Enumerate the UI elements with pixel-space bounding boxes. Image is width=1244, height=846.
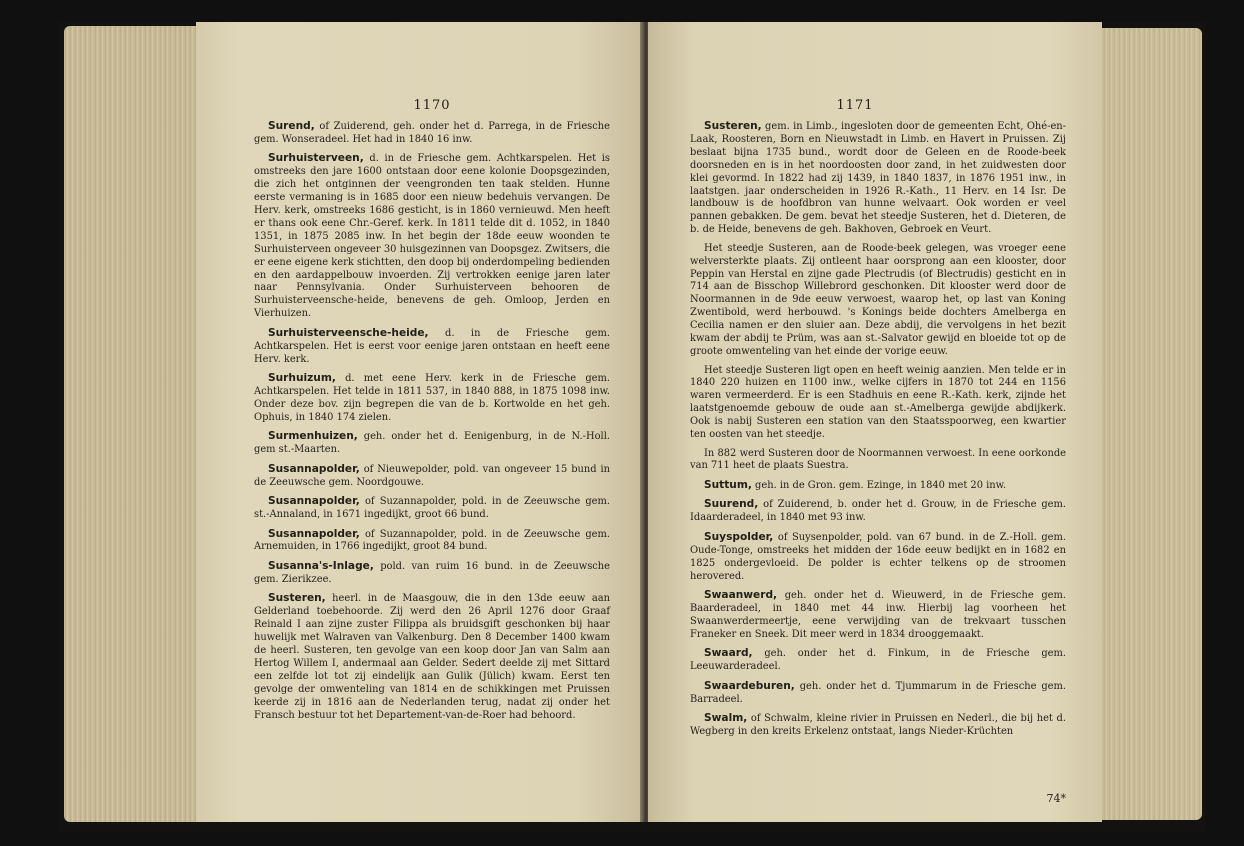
entry-headword: Swaanwerd, xyxy=(704,589,778,602)
entry-text: of Schwalm, kleine rivier in Pruissen en Nederl., die bij het d. Wegberg in den kreits Erkelenz ontstaat, langs Nieder-Krüchten xyxy=(690,713,1066,737)
entry-text: d. in de Friesche gem. Achtkarspelen. Het is eerst voor eenige jaren ontstaan en heeft eene Herv. kerk. xyxy=(254,327,610,365)
dictionary-entry xyxy=(254,120,610,147)
entry-text: Het steedje Susteren ligt open en heeft weinig aanzien. Men telde er in 1840 220 huizen en 1100 inw., welke cijfers in 1870 tot 244 en 1156 waren vermeerderd. Er is een Stadhuis en eene R.-Kath. kerk, zijnde het laatstgenoemde gebouw de oude aan st.-Amelberga gewijde abdijkerk. Ook is nabij Susteren een station van den Staatsspoorweg, een kwartier ten oosten van het steedje. xyxy=(690,364,1066,441)
entry-headword: Swaard, xyxy=(704,647,753,660)
dictionary-entry xyxy=(690,589,1066,642)
entry-headword: Susteren, xyxy=(704,120,762,132)
dictionary-entry xyxy=(690,120,1066,237)
entry-text: of Nieuwepolder, pold. van ongeveer 15 bund in de Zeeuwsche gem. Noordgouwe. xyxy=(254,463,610,488)
entry-text: geh. onder het d. Wieuwerd, in de Friesche gem. Baarderadeel, in 1840 met 44 inw. Hierbij lag voorheen het Swaanwerdermeertje, eene verwijding van de trekvaart tusschen Franeker en Sneek. Dit meer werd in 1834 drooggemaakt. xyxy=(690,590,1066,640)
entry-text: pold. van ruim 16 bund. in de Zeeuwsche gem. Zierikzee. xyxy=(254,560,610,585)
entry-text: geh. onder het d. Finkum, in de Friesche gem. Leeuwarderadeel. xyxy=(690,648,1066,673)
entry-text: geh. onder het d. Tjummarum in de Friesche gem. Barradeel. xyxy=(690,680,1066,705)
entry-headword: Susteren, xyxy=(268,592,326,605)
dictionary-entry xyxy=(254,152,610,321)
page-number: 1170 xyxy=(413,98,451,113)
dictionary-entry xyxy=(690,243,1066,359)
entry-headword: Surhuizum, xyxy=(268,372,336,385)
entry-text: In 882 werd Susteren door de Noormannen verwoest. In eene oorkonde van 711 heet de plaats Suestra. xyxy=(690,447,1066,472)
left-page xyxy=(196,22,644,822)
dictionary-entry xyxy=(254,592,610,722)
entry-text: of Zuiderend, b. onder het d. Grouw, in de Friesche gem. Idaarderadeel, in 1840 met 93 inw. xyxy=(690,499,1066,524)
entry-list xyxy=(254,120,610,728)
entry-text: d. in de Friesche gem. Achtkarspelen. Het is omstreeks den jare 1600 ontstaan door eene kolonie Doopsgezinden, die zich het ontginnen der veengronden ten taak stelden. Hunne eerste vermaning is in 1685 door een nieuw bedehuis vervangen. De Herv. kerk, omstreeks 1686 gesticht, is in 1860 vernieuwd. Men heeft er thans ook eene Chr.-Geref. kerk. In 1811 telde dit d. 1052, in 1840 1351, in 1875 2085 inw. In het begin der 18de eeuw woonden te Surhuisterveen ongeveer 30 huisgezinnen van Doopsgez. Zwitsers, die er eene eigene kerk stichtten, den doop bij onderdompeling bedienden en den aardappelbouw invoerden. Zij vertrokken eenige jaren later naar Pennsylvania. Onder Surhuisterveen behooren de Surhuisterveensche-heide, benevens de geh. Omloop, Jerden en Vierhuizen. xyxy=(254,153,610,320)
page-number: 1171 xyxy=(836,98,874,113)
page-edges-left xyxy=(64,26,204,822)
dictionary-entry xyxy=(690,712,1066,739)
entry-headword: Surhuisterveensche-heide, xyxy=(268,326,429,339)
entry-list xyxy=(690,120,1066,745)
entry-headword: Suttum, xyxy=(704,478,752,491)
dictionary-entry xyxy=(254,495,610,522)
entry-text: of Suysenpolder, pold. van 67 bund. in de Z.-Holl. gem. Oude-Tonge, omstreeks het midden der 16de eeuw bedijkt en in 1682 en 1825 ondergevloeid. De polder is echter telkens op de stroomen herovered. xyxy=(690,531,1066,582)
dictionary-entry xyxy=(690,365,1066,442)
dictionary-entry xyxy=(254,528,610,555)
dictionary-entry xyxy=(254,560,610,587)
entry-text: of Suzannapolder, pold. in de Zeeuwsche gem. st.-Annaland, in 1671 ingedijkt, groot 66 bund. xyxy=(254,496,610,521)
entry-text: geh. onder het d. Eenigenburg, in de N.-Holl. gem st.-Maarten. xyxy=(254,431,610,456)
entry-headword: Suyspolder, xyxy=(704,530,774,543)
entry-headword: Suurend, xyxy=(704,498,759,511)
dictionary-entry xyxy=(254,463,610,490)
entry-text: geh. in de Gron. gem. Ezinge, in 1840 met 20 inw. xyxy=(751,479,1007,491)
entry-headword: Susannapolder, xyxy=(268,462,360,475)
entry-headword: Swalm, xyxy=(704,712,748,725)
page-edges-right xyxy=(1098,28,1202,820)
dictionary-entry xyxy=(690,498,1066,525)
entry-text: Het steedje Susteren, aan de Roode-beek gelegen, was vroeger eene welversterkte plaats. Zij ontleent haar oorsprong aan een klooster, door Peppin van Herstal en zijne gade Plectrudis (of Blectrudis) gesticht en in 714 aan de Bisschop Willebrord geschonken. Dit klooster werd door de Noormannen in de 9de eeuw verwoest, waarop het, op last van Koning Zwentibold, werd herbouwd. 's Konings beide dochters Amelberga en Cecilia namen er den sluier aan. Deze abdij, die vervolgens in het bezit kwam der abdij te Prüm, was aan st.-Salvator gewijd en bloeide tot op de groote omwenteling van het einde der vorige eeuw. xyxy=(690,242,1066,357)
dictionary-entry xyxy=(690,479,1066,493)
dictionary-entry xyxy=(690,680,1066,707)
entry-text: of Zuiderend, geh. onder het d. Parrega, in de Friesche gem. Wonseradeel. Het had in 1840 16 inw. xyxy=(254,121,610,145)
dictionary-entry xyxy=(254,327,610,367)
entry-headword: Surhuisterveen, xyxy=(268,152,364,165)
dictionary-entry xyxy=(690,448,1066,474)
entry-headword: Surmenhuizen, xyxy=(268,430,358,443)
entry-headword: Susannapolder, xyxy=(268,527,360,540)
dictionary-entry xyxy=(254,372,610,425)
entry-headword: Susannapolder, xyxy=(268,495,360,508)
dictionary-entry xyxy=(254,430,610,457)
entry-text: heerl. in de Maasgouw, die in den 13de eeuw aan Gelderland toebehoorde. Zij werd den 26 April 1276 door Graaf Reinald I aan zijne zuster Filippa als bruidsgift geschonken bij haar huwelijk met Walraven van Valkenburg. Den 8 December 1400 kwam de heerl. Susteren, ten gevolge van een koop door Jan van Salm aan Hertog Willem I, andermaal aan Gelder. Sedert deelde zij met Sittard een zelfde lot tot zij eindelijk aan Gulik (Jülich) kwam. Eerst ten gevolge der omwenteling van 1814 en de schikkingen met Pruissen keerde zij in 1816 aan de Nederlanden terug, nadat zij onder het Fransch bestuur tot het Departement-van-de-Roer had behoord. xyxy=(254,593,610,721)
entry-text: d. met eene Herv. kerk in de Friesche gem. Achtkarspelen. Het telde in 1811 537, in 1840 888, in 1875 1098 inw. Onder deze bov. zijn begrepen die van de b. Kortwolde en het geh. Ophuis, in 1840 174 zielen. xyxy=(254,373,610,423)
right-page xyxy=(648,22,1102,822)
entry-headword: Surend, xyxy=(268,120,315,132)
dictionary-entry xyxy=(690,531,1066,584)
entry-text: gem. in Limb., ingesloten door de gemeenten Echt, Ohé-en-Laak, Roosteren, Born en Nieuwstadt in Limb. en Havert in Pruissen. Zij beslaat bijna 1735 bund., wordt door de Geleen en de Roode-beek doorsneden en is in het noordoosten door zand, in het zuidwesten door klei gevormd. In 1822 had zij 1439, in 1840 1837, in 1876 1951 inw., in laatstgen. jaar onderscheiden in 1926 R.-Kath., 11 Herv. en 14 Isr. De landbouw is de hoofdbron van hunne welvaart. Ook worden er veel pannen gebakken. De gem. bevat het steedje Susteren, het d. Dieteren, de b. de Heide, benevens de geh. Bakhoven, Gebroek en Veurt. xyxy=(690,121,1066,236)
entry-headword: Susanna's-Inlage, xyxy=(268,559,374,572)
entry-text: of Suzannapolder, pold. in de Zeeuwsche gem. Arnemuiden, in 1766 ingedijkt, groot 84 bund. xyxy=(254,528,610,553)
dictionary-entry xyxy=(690,647,1066,674)
signature-mark: 74* xyxy=(1046,792,1066,805)
entry-headword: Swaardeburen, xyxy=(704,679,795,692)
